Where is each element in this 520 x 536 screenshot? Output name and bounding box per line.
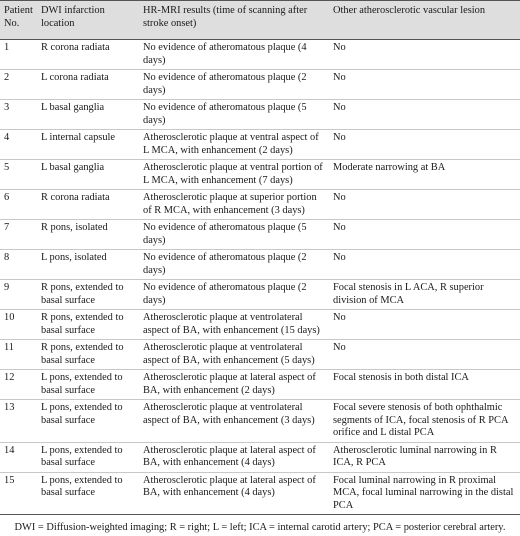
table-header [0, 1, 520, 40]
cell-dwi-location: R corona radiata [37, 190, 139, 220]
header-other-lesion: Other atherosclerotic vascular lesion [327, 1, 520, 40]
header-dwi-location: DWI infarction location [37, 1, 139, 40]
table-row [0, 400, 520, 443]
cell-patient-no: 4 [0, 130, 37, 160]
cell-other-lesion: No [327, 250, 520, 280]
cell-dwi-location: R pons, extended to basal surface [37, 280, 139, 310]
cell-other-lesion: No [327, 190, 520, 220]
cell-hrmri-result: Atherosclerotic plaque at ventrolateral aspect of BA, with enhancement (5 days) [139, 340, 327, 370]
header-row [0, 1, 520, 40]
cell-hrmri-result: No evidence of atheromatous plaque (5 days) [139, 220, 327, 250]
cell-hrmri-result: Atherosclerotic plaque at ventral aspect of L MCA, with enhancement (2 days) [139, 130, 327, 160]
cell-dwi-location: L basal ganglia [37, 100, 139, 130]
cell-dwi-location: L pons, extended to basal surface [37, 400, 139, 443]
cell-dwi-location: R pons, extended to basal surface [37, 310, 139, 340]
cell-patient-no: 7 [0, 220, 37, 250]
cell-other-lesion: Focal luminal narrowing in R proximal MCA, focal luminal narrowing in the distal PCA [327, 472, 520, 515]
cell-dwi-location: R pons, extended to basal surface [37, 340, 139, 370]
cell-patient-no: 6 [0, 190, 37, 220]
table-body [0, 40, 520, 515]
cell-patient-no: 11 [0, 340, 37, 370]
cell-other-lesion: No [327, 310, 520, 340]
cell-dwi-location: L internal capsule [37, 130, 139, 160]
cell-patient-no: 12 [0, 370, 37, 400]
table-row [0, 340, 520, 370]
cell-patient-no: 13 [0, 400, 37, 443]
cell-hrmri-result: No evidence of atheromatous plaque (2 days) [139, 250, 327, 280]
cell-dwi-location: L pons, isolated [37, 250, 139, 280]
table-row [0, 472, 520, 515]
header-patient-no: Patient No. [0, 1, 37, 40]
cell-dwi-location: L pons, extended to basal surface [37, 442, 139, 472]
cell-other-lesion: Focal stenosis in both distal ICA [327, 370, 520, 400]
cell-other-lesion: No [327, 220, 520, 250]
cell-dwi-location: L corona radiata [37, 70, 139, 100]
cell-hrmri-result: No evidence of atheromatous plaque (4 days) [139, 40, 327, 70]
table-row [0, 280, 520, 310]
cell-other-lesion: No [327, 340, 520, 370]
cell-other-lesion: Focal stenosis in L ACA, R superior division of MCA [327, 280, 520, 310]
table-footnote: DWI = Diffusion-weighted imaging; R = right; L = left; ICA = internal carotid artery; PCA = posterior cerebral artery. [14, 522, 506, 533]
cell-dwi-location: R corona radiata [37, 40, 139, 70]
table-row [0, 100, 520, 130]
table-row [0, 160, 520, 190]
cell-hrmri-result: No evidence of atheromatous plaque (2 days) [139, 70, 327, 100]
table-row [0, 130, 520, 160]
table-row [0, 442, 520, 472]
cell-hrmri-result: No evidence of atheromatous plaque (2 days) [139, 280, 327, 310]
cell-dwi-location: L pons, extended to basal surface [37, 370, 139, 400]
cell-dwi-location: L pons, extended to basal surface [37, 472, 139, 515]
cell-other-lesion: Focal severe stenosis of both ophthalmic segments of ICA, focal stenosis of R PCA orifice and L distal PCA [327, 400, 520, 443]
cell-hrmri-result: Atherosclerotic plaque at ventrolateral aspect of BA, with enhancement (15 days) [139, 310, 327, 340]
cell-other-lesion: No [327, 100, 520, 130]
cell-other-lesion: No [327, 130, 520, 160]
table-row [0, 220, 520, 250]
cell-hrmri-result: No evidence of atheromatous plaque (5 days) [139, 100, 327, 130]
cell-dwi-location: L basal ganglia [37, 160, 139, 190]
cell-dwi-location: R pons, isolated [37, 220, 139, 250]
table-row [0, 310, 520, 340]
cell-other-lesion: Moderate narrowing at BA [327, 160, 520, 190]
cell-patient-no: 3 [0, 100, 37, 130]
cell-patient-no: 1 [0, 40, 37, 70]
cell-patient-no: 10 [0, 310, 37, 340]
table-row [0, 190, 520, 220]
cell-other-lesion: No [327, 70, 520, 100]
cell-patient-no: 9 [0, 280, 37, 310]
cell-patient-no: 8 [0, 250, 37, 280]
header-hrmri-results: HR-MRI results (time of scanning after stroke onset) [139, 1, 327, 40]
table-row [0, 40, 520, 70]
cell-other-lesion: Atherosclerotic luminal narrowing in R ICA, R PCA [327, 442, 520, 472]
cell-hrmri-result: Atherosclerotic plaque at ventral portion of L MCA, with enhancement (7 days) [139, 160, 327, 190]
cell-other-lesion: No [327, 40, 520, 70]
table-row [0, 370, 520, 400]
cell-patient-no: 5 [0, 160, 37, 190]
cell-patient-no: 15 [0, 472, 37, 515]
cell-hrmri-result: Atherosclerotic plaque at lateral aspect of BA, with enhancement (4 days) [139, 472, 327, 515]
cell-hrmri-result: Atherosclerotic plaque at superior portion of R MCA, with enhancement (3 days) [139, 190, 327, 220]
cell-patient-no: 2 [0, 70, 37, 100]
cell-hrmri-result: Atherosclerotic plaque at ventrolateral aspect of BA, with enhancement (3 days) [139, 400, 327, 443]
cell-patient-no: 14 [0, 442, 37, 472]
cell-hrmri-result: Atherosclerotic plaque at lateral aspect of BA, with enhancement (2 days) [139, 370, 327, 400]
cell-hrmri-result: Atherosclerotic plaque at lateral aspect of BA, with enhancement (4 days) [139, 442, 327, 472]
table-row [0, 250, 520, 280]
table-row [0, 70, 520, 100]
